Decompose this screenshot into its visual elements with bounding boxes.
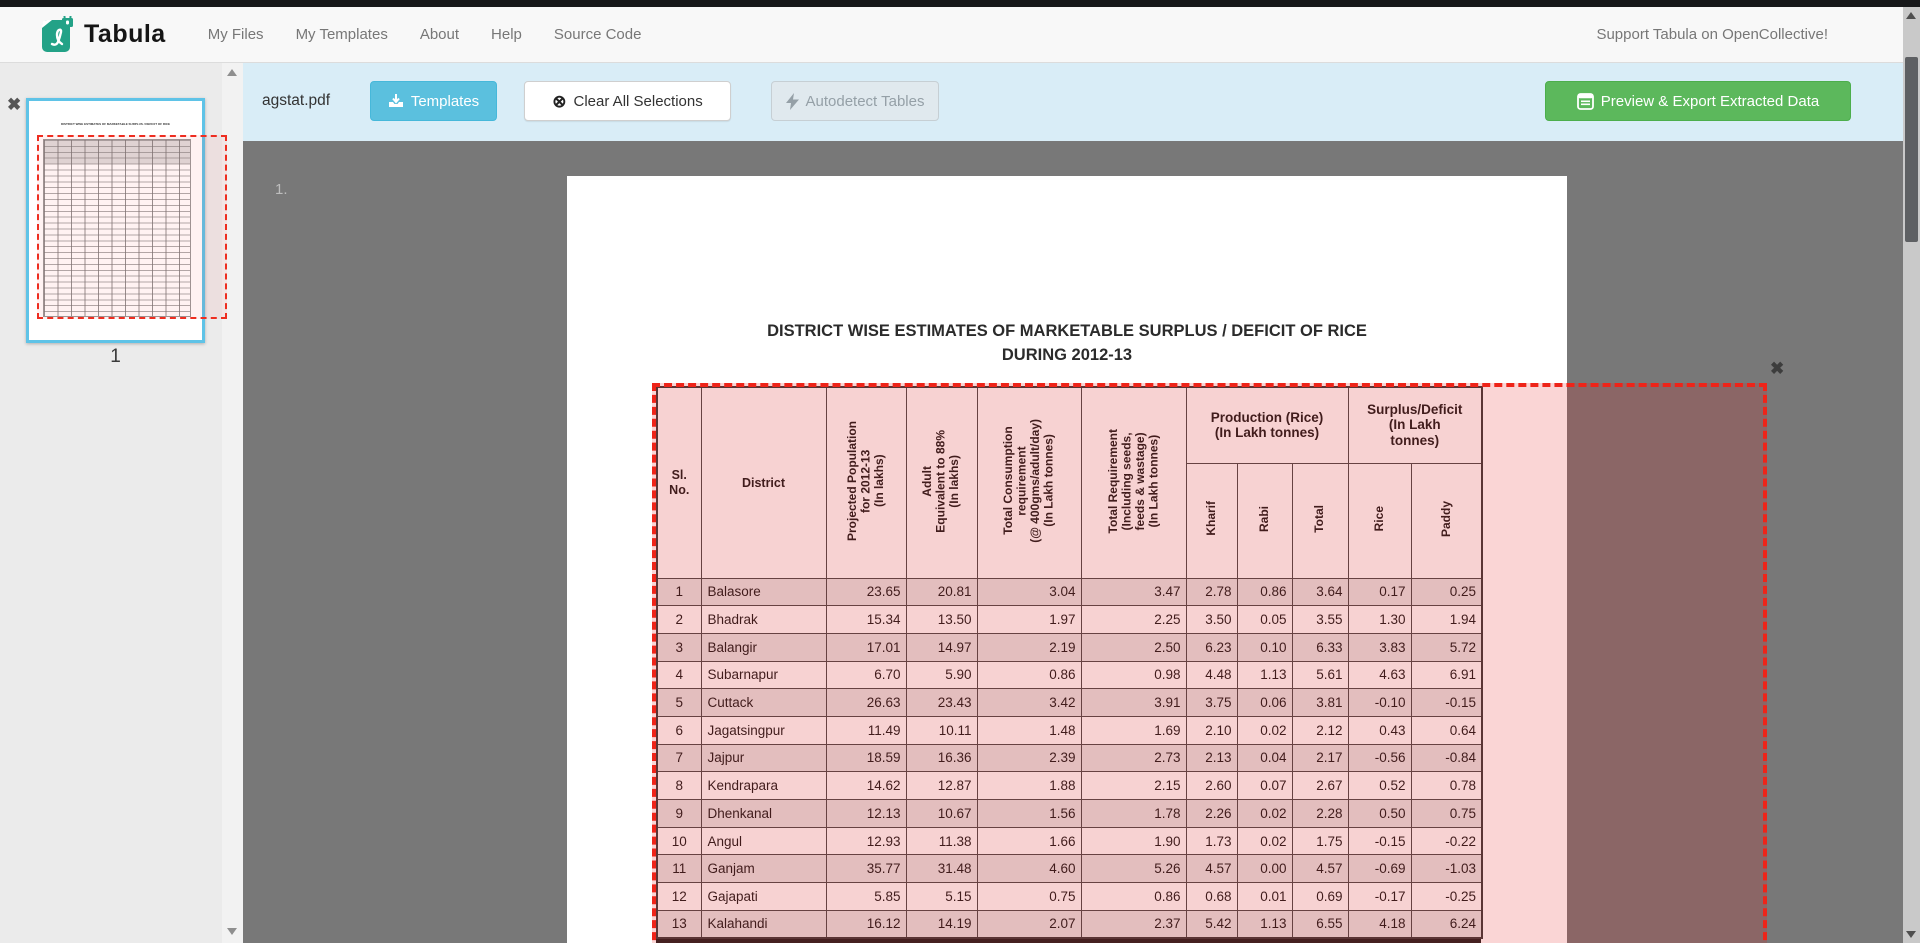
column-header xyxy=(657,387,701,578)
column-header-text: Total Requirement (Including seeds, feeds & wastage) (In Lakh tonnes) xyxy=(1105,428,1160,534)
column-header xyxy=(701,387,826,578)
export-list-icon xyxy=(1577,93,1594,110)
column-header-text: Rabi xyxy=(1256,505,1271,532)
pdf-title-line1: DISTRICT WISE ESTIMATES OF MARKETABLE SURPLUS / DEFICIT OF RICE xyxy=(767,322,1367,340)
value-cell: 0.52 xyxy=(1348,772,1411,800)
value-cell: -0.22 xyxy=(1411,827,1482,855)
value-cell: 3.91 xyxy=(1081,689,1186,717)
value-cell: 0.05 xyxy=(1237,606,1292,634)
value-cell: -1.03 xyxy=(1411,855,1482,883)
close-page-icon[interactable]: ✖ xyxy=(7,95,22,114)
nav-item-my-files[interactable]: My Files xyxy=(207,26,264,43)
value-cell: 3.47 xyxy=(1081,578,1186,606)
value-cell: 1.30 xyxy=(1348,606,1411,634)
value-cell: 18.59 xyxy=(826,744,906,772)
value-cell: 23.65 xyxy=(826,578,906,606)
thumbnail-selection[interactable] xyxy=(37,135,227,319)
value-cell: 1.56 xyxy=(977,800,1081,828)
table-row xyxy=(657,606,1482,634)
value-cell: 1.69 xyxy=(1081,716,1186,744)
table-row xyxy=(657,744,1482,772)
value-cell: 3.64 xyxy=(1292,578,1348,606)
value-cell: 2.07 xyxy=(977,910,1081,938)
value-cell: 2.78 xyxy=(1186,578,1237,606)
table-row xyxy=(657,800,1482,828)
column-header xyxy=(1292,463,1348,578)
navbar xyxy=(0,7,1920,63)
district-cell: Jajpur xyxy=(701,744,826,772)
main-panel xyxy=(243,63,1903,943)
value-cell: 3.42 xyxy=(977,689,1081,717)
row-number-cell: 1 xyxy=(657,578,701,606)
value-cell: -0.15 xyxy=(1411,689,1482,717)
value-cell: 2.12 xyxy=(1292,716,1348,744)
value-cell: 0.10 xyxy=(1237,633,1292,661)
value-cell: 13.50 xyxy=(906,606,977,634)
group-header: Production (Rice) (In Lakh tonnes) xyxy=(1186,387,1348,463)
clear-icon: ⊗ xyxy=(552,91,567,111)
value-cell: 5.85 xyxy=(826,883,906,911)
value-cell: 0.07 xyxy=(1237,772,1292,800)
value-cell: 0.78 xyxy=(1411,772,1482,800)
value-cell: 6.91 xyxy=(1411,661,1482,689)
table-row xyxy=(657,910,1482,938)
column-header xyxy=(1348,463,1411,578)
value-cell: 12.13 xyxy=(826,800,906,828)
column-header-text: Projected Population for 2012-13 (In lakhs) xyxy=(844,421,886,542)
row-number-cell: 4 xyxy=(657,661,701,689)
brand[interactable] xyxy=(40,16,166,54)
value-cell: 12.93 xyxy=(826,827,906,855)
value-cell: 2.50 xyxy=(1081,633,1186,661)
value-cell: 3.81 xyxy=(1292,689,1348,717)
value-cell: 16.12 xyxy=(826,910,906,938)
value-cell: 0.06 xyxy=(1237,689,1292,717)
value-cell: -0.15 xyxy=(1348,827,1411,855)
value-cell: 2.17 xyxy=(1292,744,1348,772)
value-cell: 0.75 xyxy=(977,883,1081,911)
scrollbar-down-icon[interactable] xyxy=(1906,931,1916,938)
value-cell: 2.26 xyxy=(1186,800,1237,828)
value-cell: 0.68 xyxy=(1186,883,1237,911)
pdf-table-title xyxy=(567,320,1567,368)
table-row xyxy=(657,827,1482,855)
value-cell: 2.37 xyxy=(1081,910,1186,938)
document-viewer[interactable] xyxy=(243,141,1903,943)
row-number-cell: 12 xyxy=(657,883,701,911)
value-cell: 1.48 xyxy=(977,716,1081,744)
window-top-strip xyxy=(0,0,1920,7)
value-cell: 6.23 xyxy=(1186,633,1237,661)
nav-links xyxy=(192,16,658,53)
lightning-icon xyxy=(786,93,799,110)
value-cell: 3.50 xyxy=(1186,606,1237,634)
value-cell: 5.61 xyxy=(1292,661,1348,689)
value-cell: 26.63 xyxy=(826,689,906,717)
value-cell: 23.43 xyxy=(906,689,977,717)
value-cell: 10.67 xyxy=(906,800,977,828)
autodetect-tables-button[interactable] xyxy=(771,81,939,121)
header-row xyxy=(657,387,1482,463)
value-cell: 0.25 xyxy=(1411,578,1482,606)
row-number-cell: 9 xyxy=(657,800,701,828)
clear-button-label: Clear All Selections xyxy=(573,92,703,110)
district-cell: Bhadrak xyxy=(701,606,826,634)
row-number-cell: 5 xyxy=(657,689,701,717)
district-cell: Kendrapara xyxy=(701,772,826,800)
value-cell: 1.88 xyxy=(977,772,1081,800)
column-header xyxy=(1411,463,1482,578)
value-cell: 16.36 xyxy=(906,744,977,772)
nav-item-about[interactable]: About xyxy=(419,26,460,43)
row-number-cell: 8 xyxy=(657,772,701,800)
value-cell: 15.34 xyxy=(826,606,906,634)
value-cell: 0.86 xyxy=(1237,578,1292,606)
value-cell: 4.60 xyxy=(977,855,1081,883)
value-cell: 14.62 xyxy=(826,772,906,800)
value-cell: 0.17 xyxy=(1348,578,1411,606)
clear-all-selections-button[interactable] xyxy=(524,81,731,121)
row-number-cell: 13 xyxy=(657,910,701,938)
page-number-marker: 1. xyxy=(275,181,288,198)
row-number-cell: 3 xyxy=(657,633,701,661)
value-cell: 4.57 xyxy=(1186,855,1237,883)
value-cell: 0.98 xyxy=(1081,661,1186,689)
value-cell: 1.66 xyxy=(977,827,1081,855)
value-cell: 4.63 xyxy=(1348,661,1411,689)
value-cell: 2.60 xyxy=(1186,772,1237,800)
value-cell: 2.19 xyxy=(977,633,1081,661)
row-number-cell: 6 xyxy=(657,716,701,744)
column-header-text: Kharif xyxy=(1203,501,1218,537)
value-cell: 1.90 xyxy=(1081,827,1186,855)
pdf-table xyxy=(656,386,1483,939)
value-cell: 2.25 xyxy=(1081,606,1186,634)
value-cell: 2.28 xyxy=(1292,800,1348,828)
value-cell: 4.48 xyxy=(1186,661,1237,689)
value-cell: 0.02 xyxy=(1237,827,1292,855)
row-number-cell: 2 xyxy=(657,606,701,634)
column-header-text: Adult Equivalent to 88% (In lakhs) xyxy=(920,429,962,533)
value-cell: 4.57 xyxy=(1292,855,1348,883)
value-cell: 1.94 xyxy=(1411,606,1482,634)
value-cell: 1.97 xyxy=(977,606,1081,634)
value-cell: 0.43 xyxy=(1348,716,1411,744)
value-cell: 35.77 xyxy=(826,855,906,883)
column-header xyxy=(1186,463,1237,578)
column-header xyxy=(906,387,977,578)
district-cell: Ganjam xyxy=(701,855,826,883)
brand-name[interactable]: Tabula xyxy=(84,20,166,48)
value-cell: -0.25 xyxy=(1411,883,1482,911)
value-cell: 14.97 xyxy=(906,633,977,661)
value-cell: 6.70 xyxy=(826,661,906,689)
thumbnail-page-number: 1 xyxy=(110,346,121,367)
value-cell: 3.04 xyxy=(977,578,1081,606)
value-cell: 6.55 xyxy=(1292,910,1348,938)
value-cell: 0.50 xyxy=(1348,800,1411,828)
district-cell: Dhenkanal xyxy=(701,800,826,828)
value-cell: -0.69 xyxy=(1348,855,1411,883)
column-header-text: Paddy xyxy=(1438,500,1453,537)
column-header xyxy=(977,387,1081,578)
value-cell: 14.19 xyxy=(906,910,977,938)
table-row xyxy=(657,661,1482,689)
value-cell: 31.48 xyxy=(906,855,977,883)
scrollbar-thumb[interactable] xyxy=(1905,57,1918,242)
row-number-cell: 7 xyxy=(657,744,701,772)
value-cell: 1.73 xyxy=(1186,827,1237,855)
value-cell: 10.11 xyxy=(906,716,977,744)
table-row xyxy=(657,689,1482,717)
value-cell: 0.02 xyxy=(1237,716,1292,744)
value-cell: 11.49 xyxy=(826,716,906,744)
value-cell: 5.90 xyxy=(906,661,977,689)
column-header xyxy=(826,387,906,578)
value-cell: 11.38 xyxy=(906,827,977,855)
value-cell: 5.42 xyxy=(1186,910,1237,938)
nav-item-help[interactable]: Help xyxy=(491,26,522,43)
value-cell: 20.81 xyxy=(906,578,977,606)
value-cell: 1.75 xyxy=(1292,827,1348,855)
table-row xyxy=(657,772,1482,800)
value-cell: -0.10 xyxy=(1348,689,1411,717)
value-cell: 0.64 xyxy=(1411,716,1482,744)
nav-item-source-code[interactable]: Source Code xyxy=(553,26,642,43)
pdf-page[interactable] xyxy=(567,176,1567,943)
column-header xyxy=(1237,463,1292,578)
district-cell: Gajapati xyxy=(701,883,826,911)
value-cell: 2.13 xyxy=(1186,744,1237,772)
district-cell: Angul xyxy=(701,827,826,855)
column-header-text: Total Consumption requirement (@ 400gms/adult/day) (In Lakh tonnes) xyxy=(1001,419,1056,543)
value-cell: 5.26 xyxy=(1081,855,1186,883)
pdf-title-line2: DURING 2012-13 xyxy=(1001,345,1133,364)
autodetect-button-label: Autodetect Tables xyxy=(805,92,925,110)
table-row xyxy=(657,633,1482,661)
value-cell: 1.78 xyxy=(1081,800,1186,828)
district-cell: Cuttack xyxy=(701,689,826,717)
table-row xyxy=(657,578,1482,606)
district-cell: Kalahandi xyxy=(701,910,826,938)
value-cell: 2.67 xyxy=(1292,772,1348,800)
nav-item-my-templates[interactable]: My Templates xyxy=(295,26,388,43)
table-row xyxy=(657,855,1482,883)
value-cell: 0.69 xyxy=(1292,883,1348,911)
filename-label: agstat.pdf xyxy=(262,92,331,109)
district-cell: Balasore xyxy=(701,578,826,606)
value-cell: 5.72 xyxy=(1411,633,1482,661)
column-header xyxy=(1081,387,1186,578)
thumbnail-title-text: DISTRICT WISE ESTIMATES OF MARKETABLE SURPLUS / DEFICIT OF RICE xyxy=(60,122,171,126)
tabula-logo-icon xyxy=(40,16,76,54)
district-cell: Jagatsingpur xyxy=(701,716,826,744)
value-cell: 3.83 xyxy=(1348,633,1411,661)
value-cell: 6.33 xyxy=(1292,633,1348,661)
value-cell: 2.15 xyxy=(1081,772,1186,800)
value-cell: 3.75 xyxy=(1186,689,1237,717)
value-cell: 0.00 xyxy=(1237,855,1292,883)
selection-close-icon[interactable]: ✖ xyxy=(1770,359,1785,378)
scroll-down-icon[interactable] xyxy=(227,928,237,935)
toolbar xyxy=(243,63,1903,141)
value-cell: 2.73 xyxy=(1081,744,1186,772)
export-button-label: Preview & Export Extracted Data xyxy=(1600,92,1820,110)
value-cell: 0.75 xyxy=(1411,800,1482,828)
preview-export-button[interactable] xyxy=(1545,81,1851,121)
value-cell: 2.39 xyxy=(977,744,1081,772)
table-row xyxy=(657,883,1482,911)
group-header: Surplus/Deficit (In Lakh tonnes) xyxy=(1348,387,1482,463)
page-scrollbar[interactable] xyxy=(1903,7,1920,943)
scrollbar-up-icon[interactable] xyxy=(1906,12,1916,19)
value-cell: 1.13 xyxy=(1237,910,1292,938)
page-thumbnail[interactable] xyxy=(26,98,205,343)
table-row xyxy=(657,716,1482,744)
value-cell: -0.84 xyxy=(1411,744,1482,772)
sidebar xyxy=(0,63,243,943)
column-header-text: District xyxy=(741,475,786,490)
value-cell: 17.01 xyxy=(826,633,906,661)
district-cell: Subarnapur xyxy=(701,661,826,689)
table-bottom-edge xyxy=(656,939,1481,943)
value-cell: -0.17 xyxy=(1348,883,1411,911)
value-cell: 0.86 xyxy=(977,661,1081,689)
row-number-cell: 10 xyxy=(657,827,701,855)
scroll-up-icon[interactable] xyxy=(227,69,237,76)
value-cell: 0.02 xyxy=(1237,800,1292,828)
templates-button-label: Templates xyxy=(410,92,480,110)
value-cell: 0.04 xyxy=(1237,744,1292,772)
column-header-text: Rice xyxy=(1371,506,1386,532)
value-cell: -0.56 xyxy=(1348,744,1411,772)
column-header-text: Total xyxy=(1312,504,1327,533)
value-cell: 4.18 xyxy=(1348,910,1411,938)
value-cell: 0.86 xyxy=(1081,883,1186,911)
value-cell: 0.01 xyxy=(1237,883,1292,911)
row-number-cell: 11 xyxy=(657,855,701,883)
templates-button[interactable] xyxy=(370,81,497,121)
value-cell: 2.10 xyxy=(1186,716,1237,744)
value-cell: 6.24 xyxy=(1411,910,1482,938)
value-cell: 3.55 xyxy=(1292,606,1348,634)
column-header-text: Sl. No. xyxy=(669,468,690,497)
support-link[interactable]: Support Tabula on OpenCollective! xyxy=(1596,26,1828,43)
district-cell: Balangir xyxy=(701,633,826,661)
value-cell: 1.13 xyxy=(1237,661,1292,689)
pdf-table-body xyxy=(657,387,1482,938)
value-cell: 5.15 xyxy=(906,883,977,911)
value-cell: 12.87 xyxy=(906,772,977,800)
templates-icon xyxy=(388,93,404,109)
